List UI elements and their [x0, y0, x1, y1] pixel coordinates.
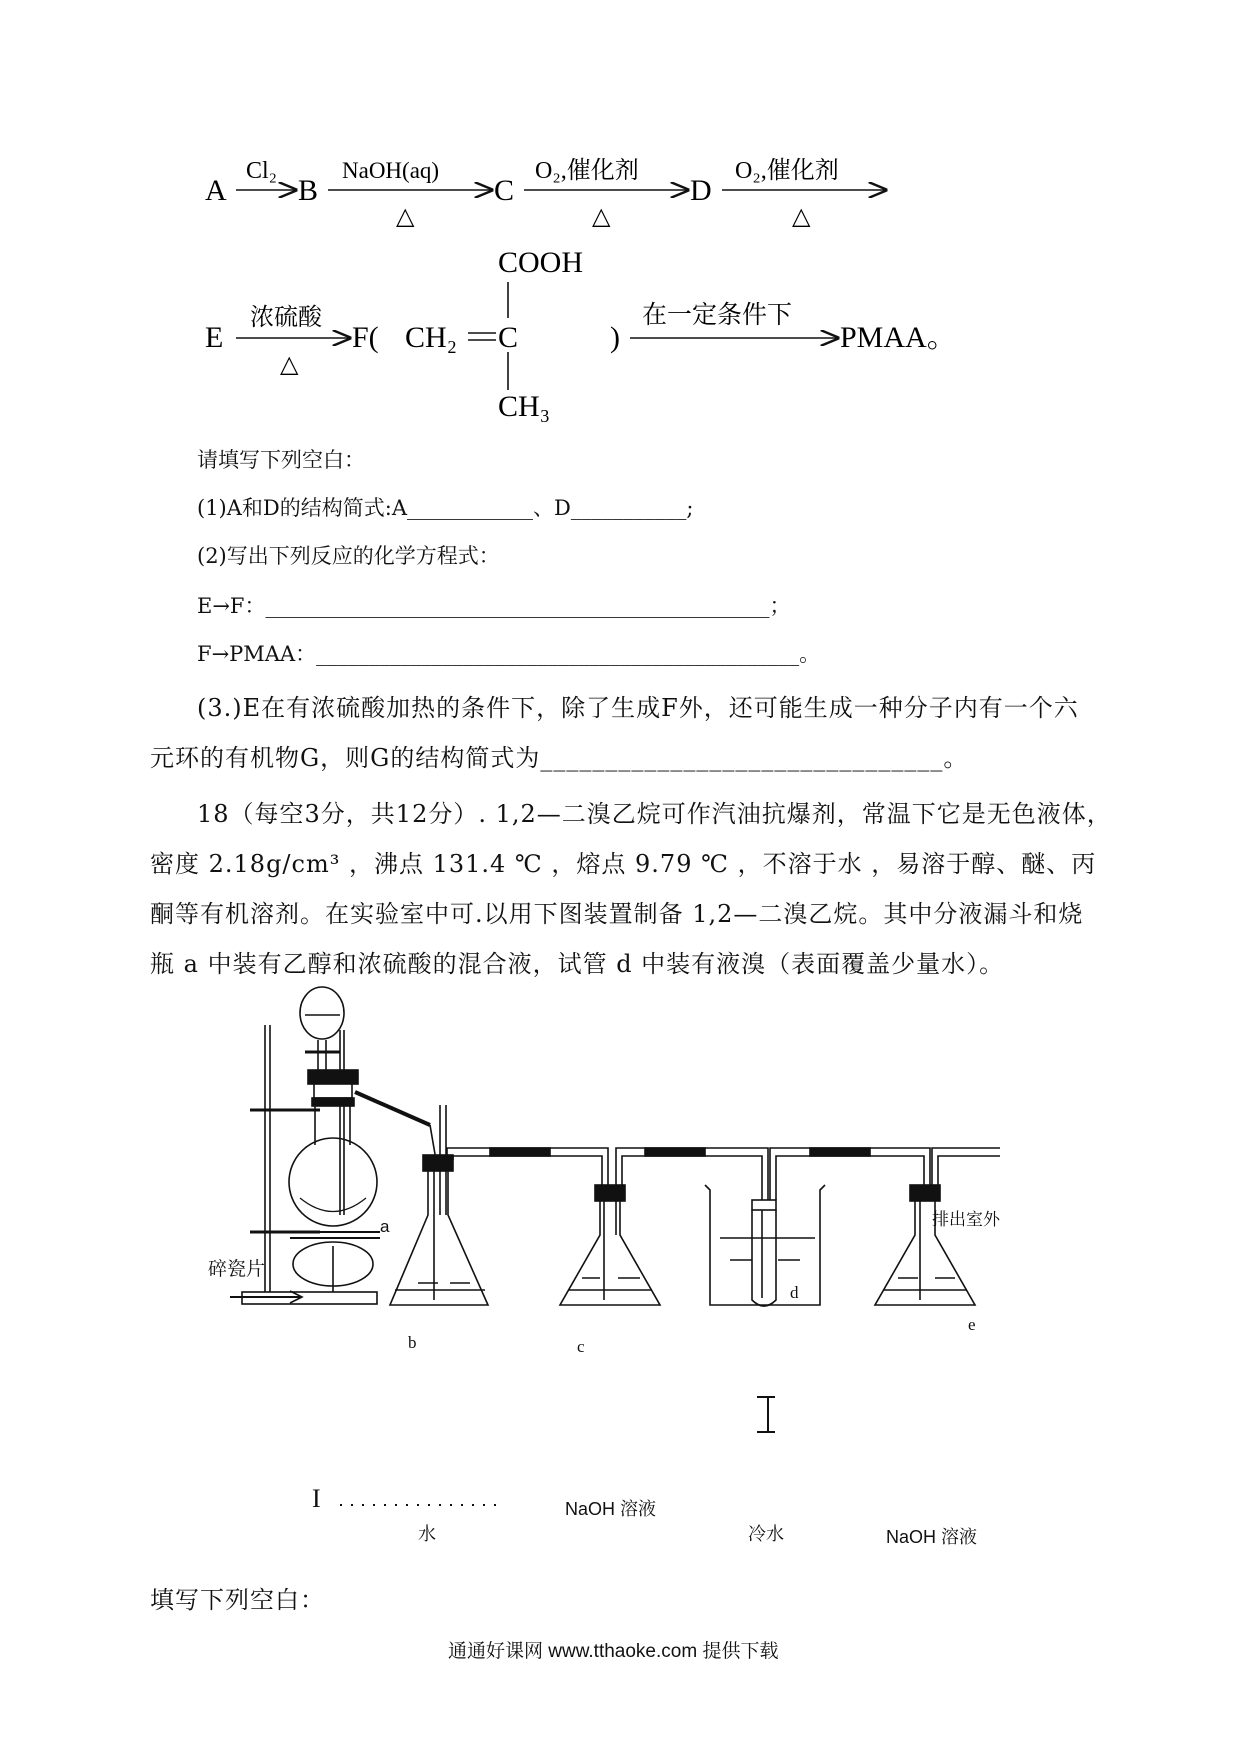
compound-D: D — [690, 174, 712, 207]
compound-B: B — [298, 174, 319, 207]
ch3-group: CH₃ — [498, 390, 551, 423]
label-c: c — [577, 1337, 585, 1356]
questions-intro: 请填写下列空白： — [197, 448, 365, 472]
label-d: d — [790, 1283, 799, 1302]
arrow-5-reagent: 浓硫酸 — [250, 305, 322, 331]
problem-18-line3: 酮等有机溶剂。在实验室中可.以用下图装置制备 1,2—二溴乙烷。其中分液漏斗和烧 — [150, 900, 1084, 928]
arrow-3-reagent: O₂,催化剂 — [535, 158, 639, 184]
question-2: (2)写出下列反应的化学方程式： — [197, 544, 500, 568]
label-broken-porcelain: 碎瓷片 — [208, 1259, 266, 1280]
arrow-6-condition: 在一定条件下 — [642, 302, 793, 329]
arrow-3-condition: △ — [592, 204, 611, 230]
product-PMAA: PMAA。 — [840, 321, 957, 354]
label-vent-outdoors: 排出室外 — [932, 1210, 1000, 1229]
problem-18-line2: 密度 2.18g/cm³ ，沸点 131.4 ℃ ，熔点 9.79 ℃ ，不溶于水 ，易溶于醇、醚、丙 — [150, 850, 1097, 878]
arrow-4-condition: △ — [792, 204, 811, 230]
question-2-f-to-pmaa: F→PMAA：______________________________________________。 — [197, 642, 821, 666]
label-b: b — [408, 1333, 417, 1352]
apparatus-diagram — [0, 970, 1240, 1550]
question-3-line2: 元环的有机物G，则G的结构简式为_______________________________。 — [150, 744, 969, 772]
arrow-4-reagent: O₂,催化剂 — [735, 158, 839, 184]
compound-E: E — [205, 321, 224, 354]
close-paren: ) — [610, 321, 620, 354]
compound-C: C — [494, 174, 515, 207]
arrow-2-condition: △ — [396, 204, 415, 230]
footer-credit: 通通好课网 www.tthaoke.com 提供下载 — [448, 1641, 779, 1662]
reaction-scheme — [0, 140, 1240, 440]
problem-18-line1: 18（每空3分，共12分）. 1,2—二溴乙烷可作汽油抗爆剂，常温下它是无色液体， — [197, 800, 1112, 828]
arrow-2-reagent: NaOH(aq) — [342, 158, 440, 183]
arrow-5-condition: △ — [280, 352, 299, 378]
compound-F-open: F( — [352, 321, 379, 354]
question-3-line1: (3.)E在有浓硫酸加热的条件下，除了生成F外，还可能生成一种分子内有一个六 — [197, 694, 1079, 722]
label-naoh-solution-2: NaOH 溶液 — [886, 1527, 978, 1547]
label-water: 水 — [418, 1524, 436, 1544]
label-I: I — [312, 1484, 321, 1513]
question-1: (1)A和D的结构简式:A____________、D___________; — [197, 496, 694, 520]
carbon-atom: C — [498, 321, 519, 354]
label-e: e — [968, 1315, 976, 1334]
cooh-group: COOH — [498, 246, 584, 279]
question-2-e-to-f: E→F：________________________________________________； — [197, 594, 791, 618]
label-naoh-solution-1: NaOH 溶液 — [565, 1499, 657, 1519]
problem-18-line4: 瓶 a 中装有乙醇和浓硫酸的混合液，试管 d 中装有液溴（表面覆盖少量水）。 — [150, 950, 1005, 978]
arrow-1-reagent: Cl₂ — [246, 158, 278, 184]
ch2-group: CH₂ — [405, 321, 458, 354]
label-a: a — [380, 1217, 390, 1236]
fill-blank-heading: 填写下列空白： — [150, 1586, 325, 1614]
compound-A: A — [205, 174, 227, 207]
label-cold-water: 冷水 — [748, 1524, 784, 1544]
